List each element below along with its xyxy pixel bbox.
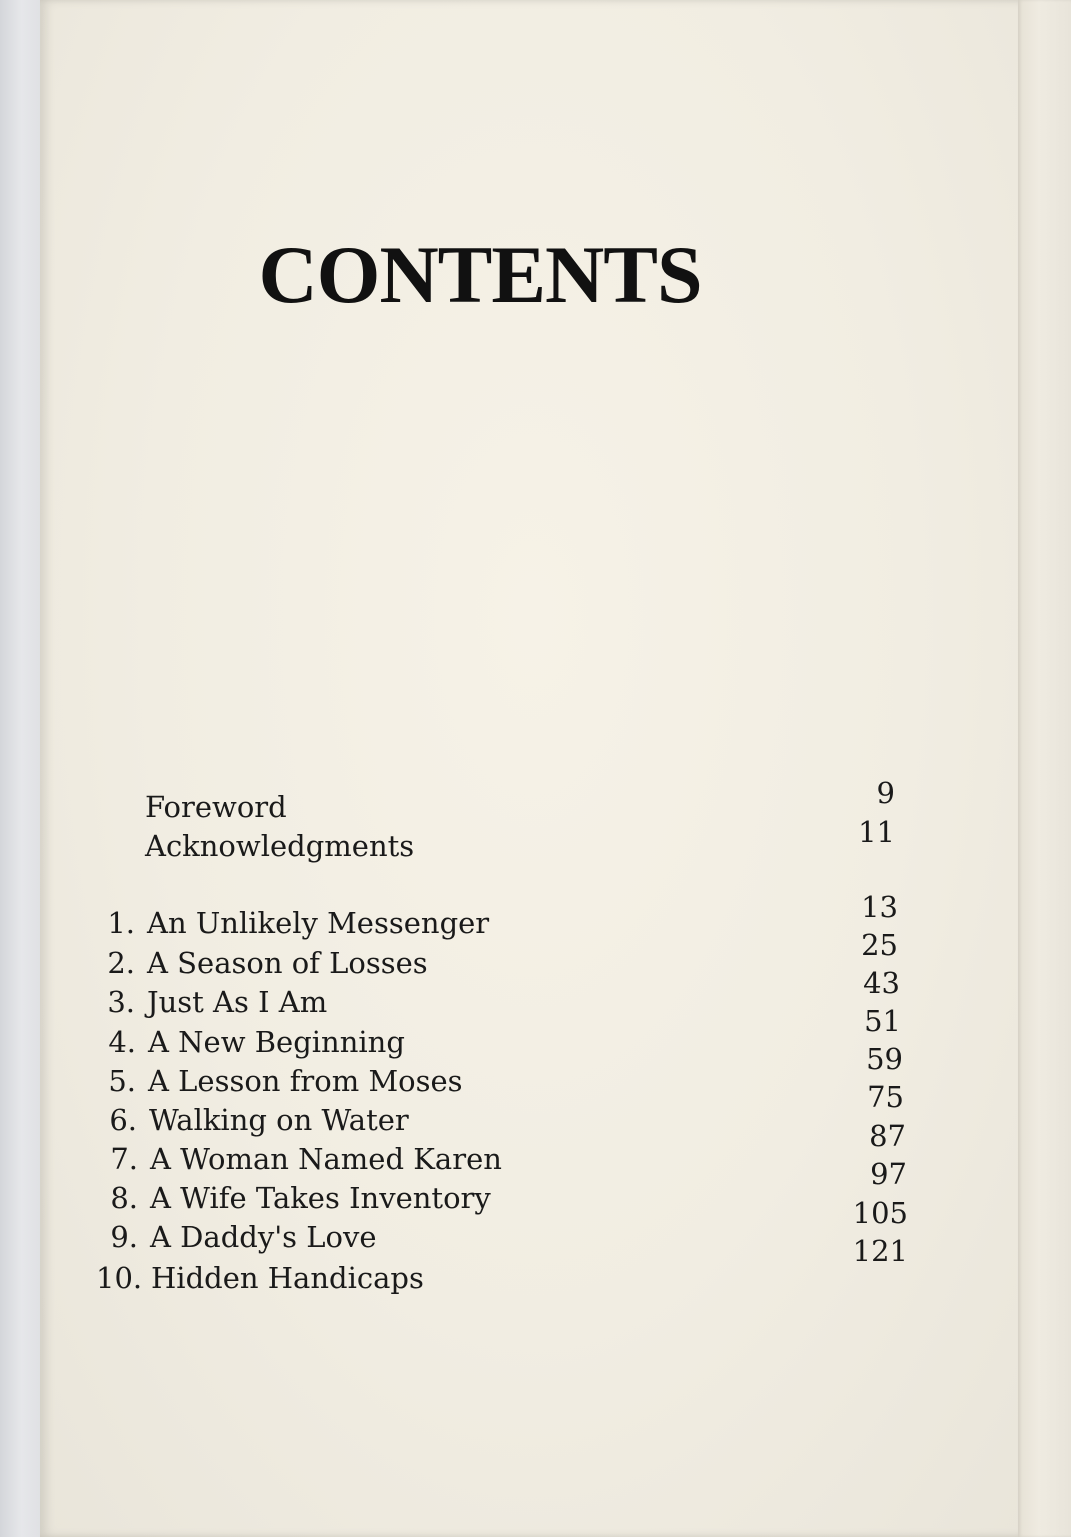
toc-title: A New Beginning: [148, 1025, 405, 1059]
toc-page: 51: [864, 1004, 901, 1038]
toc-number: 7.: [110, 1142, 138, 1176]
toc-title: An Unlikely Messenger: [147, 906, 490, 940]
toc-title: Hidden Handicaps: [151, 1261, 424, 1295]
toc-number: 9.: [110, 1220, 138, 1254]
toc-number: 6.: [109, 1103, 137, 1137]
toc-title-acknowledgments: Acknowledgments: [145, 829, 415, 863]
toc-title: A Season of Losses: [147, 946, 428, 980]
toc-title: A Wife Takes Inventory: [150, 1181, 491, 1215]
contents-heading: CONTENTS: [258, 229, 702, 320]
toc-number: 5.: [108, 1064, 136, 1098]
toc-title: A Woman Named Karen: [150, 1142, 502, 1176]
toc-page: 75: [867, 1080, 904, 1114]
toc-page: 13: [861, 890, 898, 924]
toc-title: A Lesson from Moses: [148, 1064, 463, 1098]
toc-title: A Daddy's Love: [150, 1220, 377, 1254]
toc-page-foreword: 9: [876, 776, 895, 810]
toc-page: 25: [861, 928, 898, 962]
toc-page: 121: [852, 1234, 908, 1268]
toc-title: Just As I Am: [147, 985, 328, 1019]
toc-number: 8.: [110, 1181, 138, 1215]
toc-number: 2.: [107, 946, 135, 980]
toc-title-foreword: Foreword: [145, 790, 287, 824]
toc-page: 59: [866, 1042, 903, 1076]
toc-page: 43: [863, 966, 900, 1000]
toc-number: 1.: [107, 906, 135, 940]
toc-page-acknowledgments: 11: [858, 815, 895, 849]
toc-page: 105: [852, 1196, 908, 1230]
toc-number: 4.: [108, 1025, 136, 1059]
toc-title: Walking on Water: [149, 1103, 409, 1137]
toc-page: 97: [870, 1157, 907, 1191]
toc-page: 87: [869, 1119, 906, 1153]
toc-number: 10.: [96, 1261, 143, 1295]
toc-number: 3.: [107, 985, 135, 1019]
